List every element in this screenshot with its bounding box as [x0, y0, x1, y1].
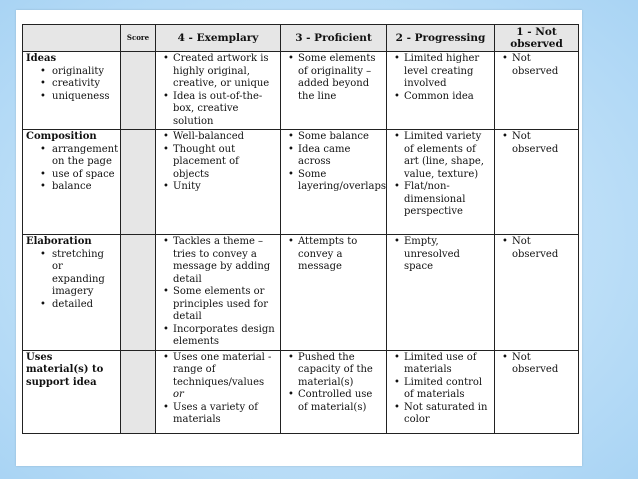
exemplary-cell	[156, 130, 281, 235]
criterion-cell	[23, 350, 121, 433]
descriptor: • Controlled use of material(s)	[298, 389, 383, 414]
descriptor-or: or	[173, 389, 184, 400]
descriptor: • Uses a variety of materials	[173, 402, 277, 427]
not-observed-cell	[495, 235, 579, 351]
progressing-cell	[387, 130, 495, 235]
criterion-title: Composition	[26, 131, 97, 142]
descriptor: • Attempts to convey a message	[298, 236, 383, 274]
proficient-cell	[281, 130, 387, 235]
table-row	[23, 235, 579, 351]
exemplary-cell	[156, 350, 281, 433]
not-observed-cell	[495, 350, 579, 433]
descriptor: • Not observed	[512, 352, 575, 377]
rubric-slide	[16, 10, 582, 466]
criterion-item: • uniqueness	[52, 91, 117, 104]
descriptor: • Limited use of materials	[404, 352, 491, 377]
descriptor: • Created artwork is highly original, creative, or unique	[173, 53, 277, 91]
descriptor: • Limited control of materials	[404, 377, 491, 402]
table-row	[23, 130, 579, 235]
descriptor: • Some layering/overlaps	[298, 169, 383, 194]
descriptor: • Incorporates design elements	[173, 324, 277, 349]
header-criteria	[23, 25, 121, 52]
header-progressing: 2 - Progressing	[387, 25, 495, 52]
criterion-item: • detailed	[52, 299, 117, 312]
exemplary-cell	[156, 52, 281, 130]
table-row	[23, 52, 579, 130]
header-exemplary: 4 - Exemplary	[156, 25, 281, 52]
descriptor: • Tackles a theme – tries to convey a message by adding detail	[173, 236, 277, 286]
criterion-cell	[23, 130, 121, 235]
descriptor: • Thought out placement of objects	[173, 144, 277, 182]
descriptor: • Idea came across	[298, 144, 383, 169]
header-not-observed: 1 - Not observed	[495, 25, 579, 52]
descriptor: • Uses one material - range of techniques/values	[173, 352, 277, 390]
descriptor: • Limited higher level creating involved	[404, 53, 491, 91]
descriptor: • Empty, unresolved space	[404, 236, 491, 274]
descriptor: • Idea is out-of-the-box, creative solution	[173, 91, 277, 129]
not-observed-cell	[495, 130, 579, 235]
header-score: Score	[121, 25, 156, 52]
descriptor: • Unity	[173, 181, 277, 194]
score-cell[interactable]	[121, 350, 156, 433]
score-cell[interactable]	[121, 52, 156, 130]
proficient-cell	[281, 235, 387, 351]
score-cell[interactable]	[121, 235, 156, 351]
criterion-title: Elaboration	[26, 236, 92, 247]
descriptor: • Pushed the capacity of the material(s)	[298, 352, 383, 390]
criterion-item: • creativity	[52, 78, 117, 91]
criterion-cell	[23, 235, 121, 351]
criterion-cell	[23, 52, 121, 130]
criterion-item: • stretching or expanding imagery	[52, 249, 117, 299]
exemplary-cell	[156, 235, 281, 351]
progressing-cell	[387, 52, 495, 130]
descriptor: • Common idea	[404, 91, 491, 104]
not-observed-cell	[495, 52, 579, 130]
criterion-item: • arrangement on the page	[52, 144, 117, 169]
criterion-title: Ideas	[26, 53, 57, 64]
header-proficient: 3 - Proficient	[281, 25, 387, 52]
descriptor: • Not saturated in color	[404, 402, 491, 427]
descriptor: • Not observed	[512, 236, 575, 261]
proficient-cell	[281, 350, 387, 433]
descriptor: • Not observed	[512, 53, 575, 78]
table-row	[23, 350, 579, 433]
descriptor: • Some elements or principles used for detail	[173, 286, 277, 324]
criterion-item: • originality	[52, 66, 117, 79]
descriptor: • Some balance	[298, 131, 383, 144]
descriptor: • Not observed	[512, 131, 575, 156]
proficient-cell	[281, 52, 387, 130]
criterion-item: • use of space	[52, 169, 117, 182]
descriptor: • Some elements of originality – added beyond the line	[298, 53, 383, 103]
progressing-cell	[387, 235, 495, 351]
descriptor: • Limited variety of elements of art (line, shape, value, texture)	[404, 131, 491, 181]
score-cell[interactable]	[121, 130, 156, 235]
descriptor: • Well-balanced	[173, 131, 277, 144]
progressing-cell	[387, 350, 495, 433]
rubric-table	[22, 24, 579, 434]
descriptor: • Flat/non-dimensional perspective	[404, 181, 491, 219]
criterion-title: Uses material(s) to support idea	[26, 351, 104, 388]
criterion-item: • balance	[52, 181, 117, 194]
